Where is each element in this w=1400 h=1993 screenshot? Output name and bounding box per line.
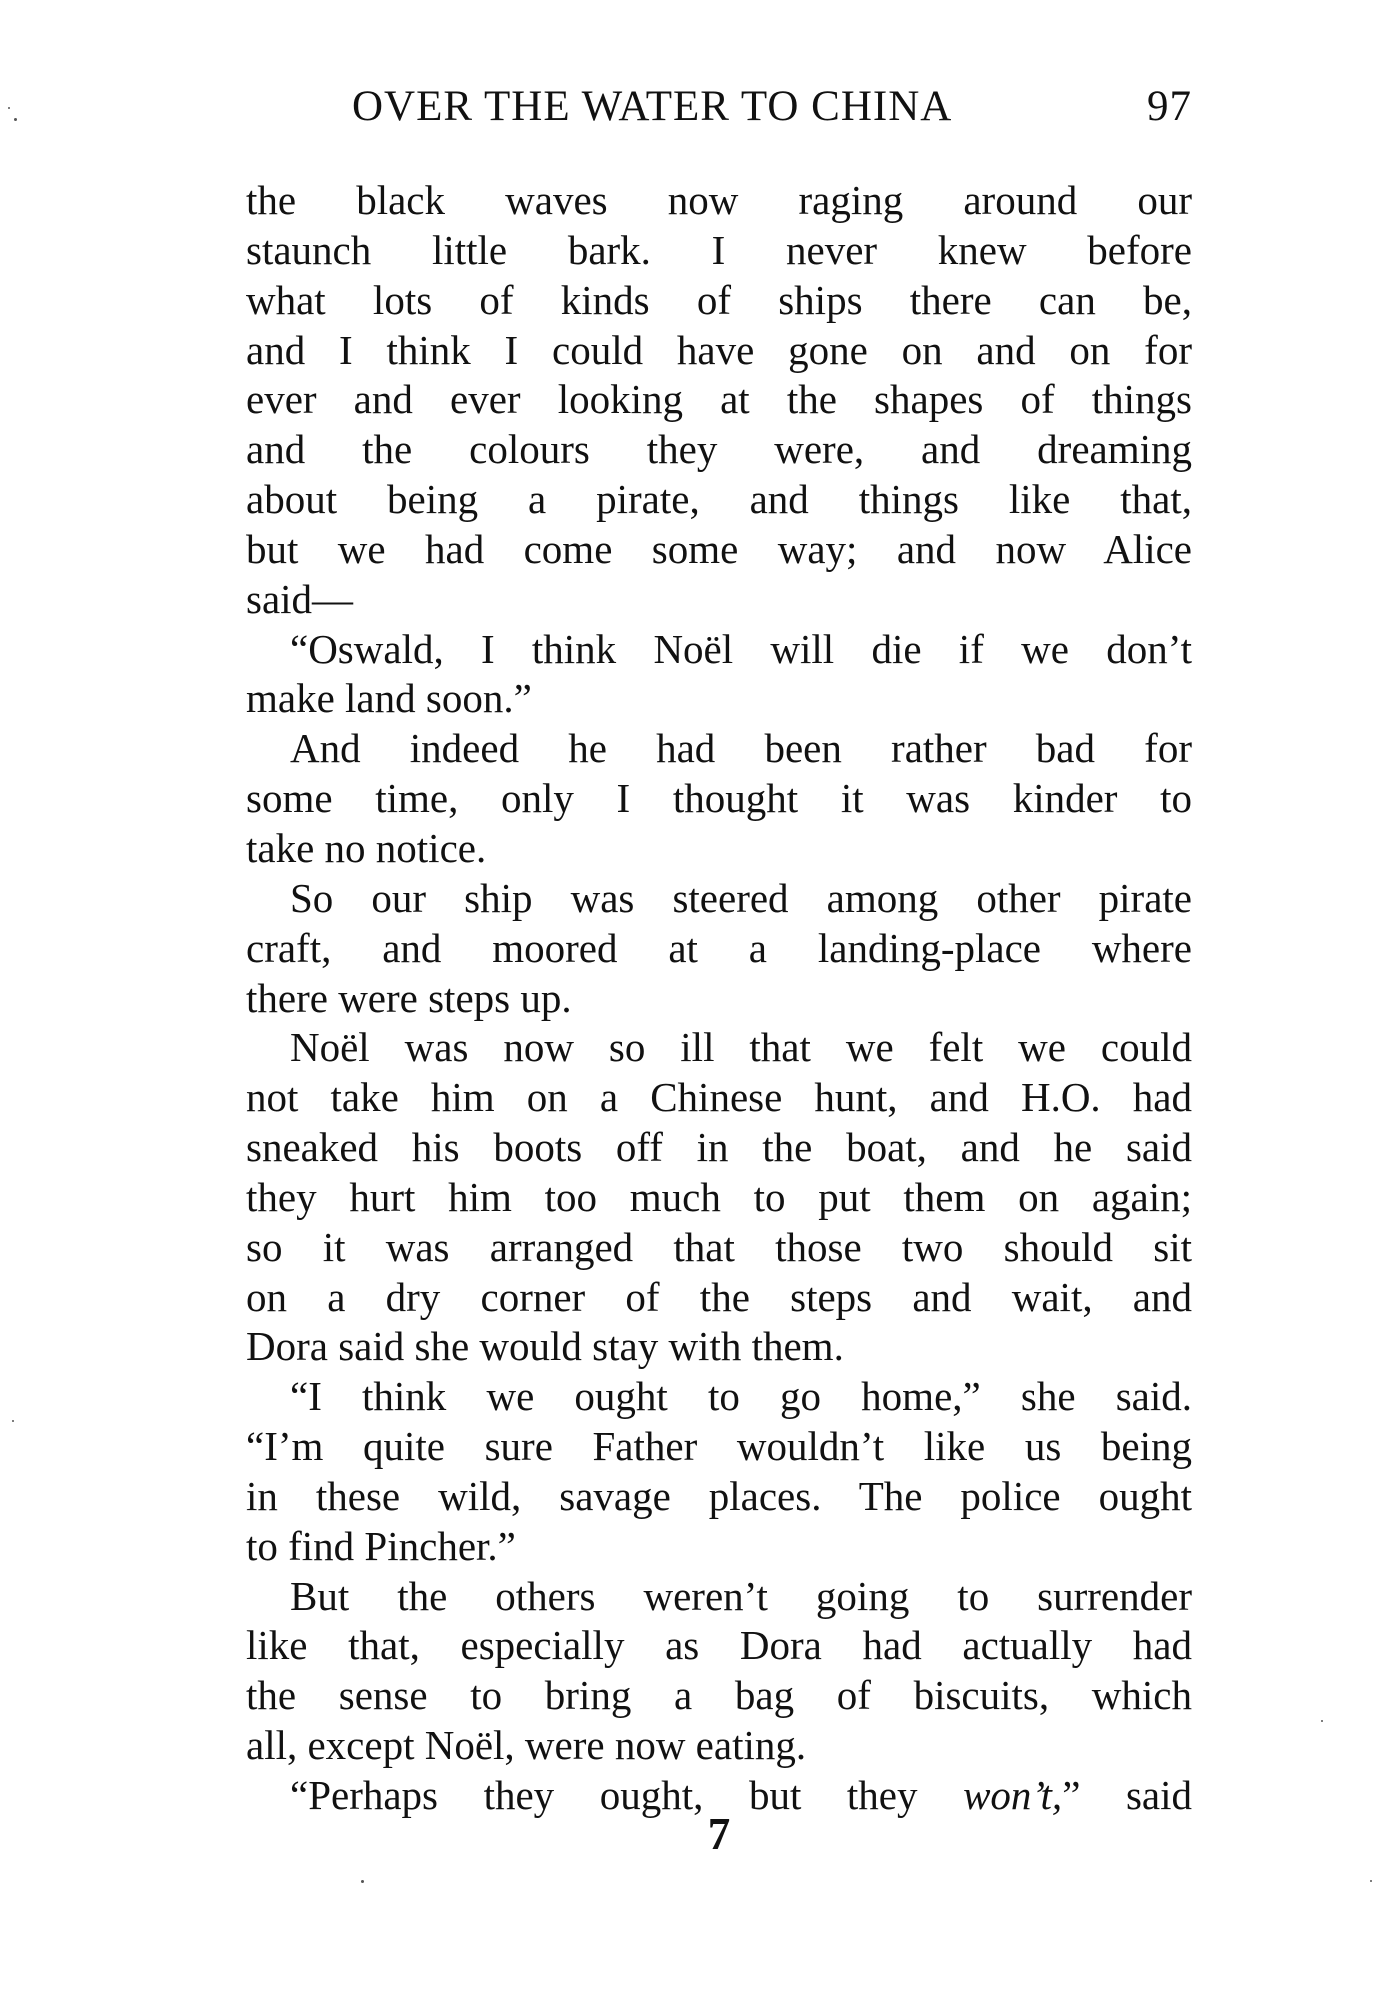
text-line: not take him on a Chinese hunt, and H.O. had [246, 1074, 1192, 1121]
text-line: about being a pirate, and things like that, [246, 476, 1192, 523]
text-line: Noël was now so ill that we felt we could [290, 1024, 1192, 1071]
scan-speck [361, 1880, 364, 1883]
text-line: what lots of kinds of ships there can be, [246, 276, 1192, 323]
page-number: 97 [1147, 83, 1192, 130]
scan-speck [1321, 1720, 1323, 1722]
text-line: but we had come some way; and now Alice [246, 525, 1192, 572]
text-line: “I think we ought to go home,” she said. [290, 1373, 1192, 1420]
text-line: the black waves now raging around our [246, 177, 1192, 223]
text-line: in these wild, savage places. The police ought [246, 1472, 1192, 1519]
text-line: some time, only I thought it was kinder to [246, 775, 1192, 822]
text-line: said— [246, 575, 354, 622]
text-line: And indeed he had been rather bad for [290, 725, 1192, 772]
scan-speck [1370, 1880, 1372, 1882]
emphasized-word: won’t, [963, 1772, 1063, 1818]
scan-speck [12, 1420, 14, 1422]
text-line: to find Pincher.” [246, 1522, 516, 1569]
text-line: make land soon.” [246, 675, 532, 722]
text-line: sneaked his boots off in the boat, and he said [246, 1124, 1192, 1171]
text-line: take no notice. [246, 824, 487, 871]
text-line: “Oswald, I think Noël will die if we don’t [290, 625, 1192, 672]
page-header [246, 82, 1192, 142]
text-line: the sense to bring a bag of biscuits, which [246, 1672, 1192, 1719]
text-line: so it was arranged that those two should sit [246, 1223, 1192, 1270]
text-line: staunch little bark. I never knew before [246, 226, 1192, 273]
text-line: like that, especially as Dora had actually had [246, 1622, 1192, 1669]
text-line: ever and ever looking at the shapes of things [246, 376, 1192, 423]
running-title: OVER THE WATER TO CHINA [352, 83, 953, 130]
scan-speck [8, 107, 10, 109]
text-line: all, except Noël, were now eating. [246, 1722, 807, 1769]
body-text [246, 176, 1192, 1821]
signature-mark: 7 [707, 1809, 731, 1859]
text-line: So our ship was steered among other pirate [290, 874, 1192, 921]
text-line: Dora said she would stay with them. [246, 1323, 844, 1370]
text-line: “Perhaps they ought, but they won’t,” said [290, 1772, 1192, 1818]
text-line: “I’m quite sure Father wouldn’t like us being [246, 1423, 1192, 1470]
text-line: they hurt him too much to put them on again; [246, 1173, 1192, 1220]
text-line: there were steps up. [246, 974, 572, 1021]
text-line: and I think I could have gone on and on for [246, 326, 1192, 373]
text-line: on a dry corner of the steps and wait, and [246, 1273, 1192, 1320]
text-line: and the colours they were, and dreaming [246, 426, 1192, 473]
text-line: craft, and moored at a landing-place where [246, 924, 1192, 971]
scan-speck [14, 118, 17, 121]
text-line: But the others weren’t going to surrender [290, 1572, 1192, 1619]
